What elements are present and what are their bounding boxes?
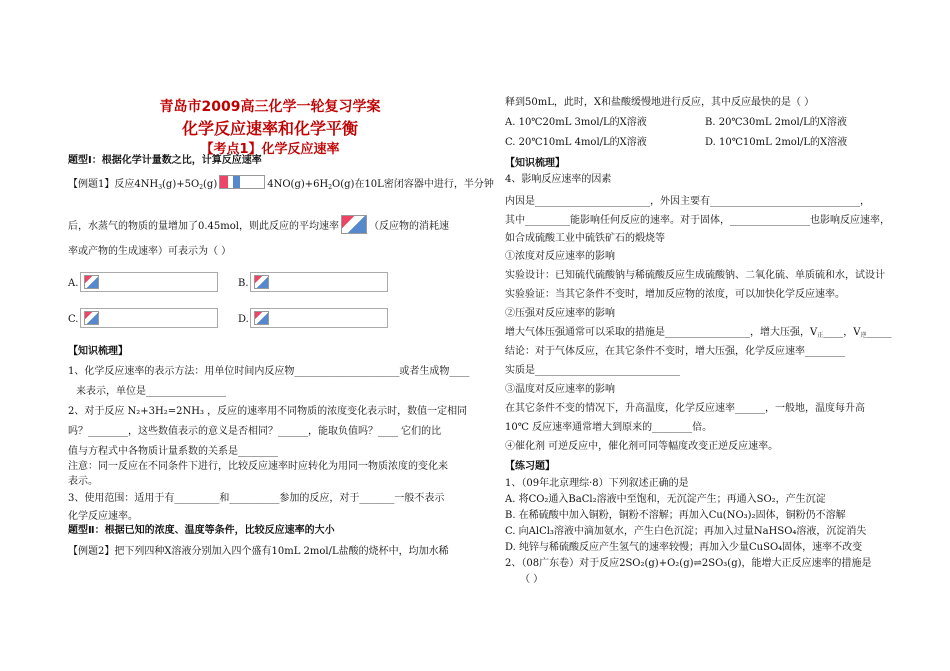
pressure-line1: 增大气体压强通常可以采取的措施是_________________，增大压强，$V_正\_\_\_\_$，$V_逆\_\_\_\_\_$: [505, 327, 892, 339]
section-title: 【考点1】化学反应速率: [200, 142, 340, 157]
temperature-heading: ③温度对反应速率的影响: [505, 384, 615, 395]
temperature-line2: 10℃ 反应速率通常增大到原来的________倍。: [505, 422, 713, 433]
example2-line1: 【例题2】把下列四种X溶液分别加入四个盛有10mL 2mol/L盐酸的烧杯中，均加水稀: [68, 546, 449, 557]
option-b-label: B.: [238, 278, 249, 289]
example2-option-d: D. 10℃10mL 2mol/L的X溶液: [705, 137, 848, 148]
knowledge-2c: 值与方程式中各物质计量系数的关系是________: [68, 446, 278, 457]
temperature-line1: 在其它条件不变的情况下，升高温度，化学反应速率______，一般地，温度每升高: [505, 403, 865, 414]
concentration-line2: 实验验证：当其它条件不变时，增加反应物的浓度，可以加快化学反应速率。: [505, 289, 845, 300]
catalyst-line: ④催化剂 可逆反应中，催化剂可同等幅度改变正逆反应速率。: [505, 441, 779, 452]
example2-option-a: A. 10℃20mL 3mol/L的X溶液: [505, 117, 647, 128]
option-a-box: [80, 272, 218, 292]
option-c-label: C.: [68, 314, 79, 325]
document-title-line1: 青岛市2009高三化学一轮复习学案: [159, 99, 381, 115]
example2-option-c: C. 20℃10mL 4mol/L的X溶液: [505, 137, 647, 148]
option-c-box: [80, 308, 218, 328]
document-title-line2: 化学反应速率和化学平衡: [181, 119, 358, 138]
knowledge-2d: 注意：同一反应在不同条件下进行，比较反应速率时应转化为用同一物质浓度的变化来: [68, 461, 448, 472]
practice-1-option-a: A. 将CO₂通入BaCl₂溶液中至饱和，无沉淀产生；再通入SO₂，产生沉淀: [505, 494, 826, 505]
practice-1-option-c: C. 向AlCl₃溶液中滴加氨水，产生白色沉淀；再加入过量NaHSO₄溶液，沉淀消失: [505, 526, 867, 537]
knowledge-2a: 2、对于反应 N₂+3H₂=2NH₃ ，反应的速率用不同物质的浓度变化表示时，数值一定相同: [68, 406, 468, 417]
knowledge-3b: 化学反应速率。: [68, 511, 138, 522]
type1-heading: 题型Ⅰ：根据化学计量数之比，计算反应速率: [68, 155, 262, 166]
knowledge-4: 4、影响反应速率的因素: [505, 174, 612, 185]
concentration-heading: ①浓度对反应速率的影响: [505, 251, 615, 262]
practice-2: 2、（08广东卷）对于反应2SO₂(g)+O₂(g)⇌2SO₃(g)，能增大正反应速率的措施是: [505, 558, 872, 569]
example2-option-b: B. 20℃30mL 2mol/L的X溶液: [705, 117, 847, 128]
option-a-image: [84, 275, 99, 289]
knowledge-4a: 内因是_______________________，外因主要有______________________________，: [505, 196, 870, 207]
option-d-image: [254, 311, 269, 325]
option-c-image: [84, 311, 99, 325]
knowledge-1a: 1、化学反应速率的表示方法：用单位时间内反应物_____________________或者生成物____: [68, 366, 470, 377]
pressure-heading: ②压强对反应速率的影响: [505, 308, 615, 319]
option-a-label: A.: [68, 278, 79, 289]
concentration-line1: 实验设计：已知硫代硫酸钠与稀硫酸反应生成硫酸钠、二氧化硫、单质硫和水，试设计: [505, 270, 885, 281]
knowledge-4c: 如合成硫酸工业中硫铁矿石的煅烧等: [505, 233, 665, 244]
practice-1-option-b: B. 在稀硫酸中加入铜粉，铜粉不溶解；再加入Cu(NO₃)₂固体，铜粉仍不溶解: [505, 510, 846, 521]
knowledge-heading-right: 【知识梳理】: [505, 158, 565, 169]
option-b-box: [250, 272, 388, 292]
equilibrium-arrow-image: [219, 175, 265, 189]
knowledge-2e: 表示。: [68, 476, 98, 487]
option-d-label: D.: [238, 314, 249, 325]
pressure-line2: 结论：对于气体反应，在其它条件不变时，增大压强，化学反应速率________: [505, 346, 845, 357]
option-b-image: [254, 275, 269, 289]
type2-heading: 题型Ⅱ：根据已知的浓度、温度等条件，比较反应速率的大小: [68, 525, 335, 536]
practice-1: 1、（09年北京理综·8）下列叙述正确的是: [505, 478, 689, 489]
knowledge-1b: 来表示，单位是________________: [76, 386, 226, 397]
example2-line2: 释到50mL，此时，X和盐酸缓慢地进行反应，其中反应最快的是（ ）: [505, 97, 815, 108]
example1-line2: 后，水蒸气的物质的量增加了0.45mol，则此反应的平均速率 （反应物的消耗速: [68, 215, 449, 234]
practice-2-answer: （ ）: [520, 574, 544, 585]
knowledge-2b: 吗？________，这些数值表示的意义是否相同？______，能取负值吗？____ 它们的比: [68, 426, 442, 437]
practice-1-option-d: D. 纯锌与稀硫酸反应产生氢气的速率较慢；再加入少量CuSO₄固体，速率不改变: [505, 542, 863, 553]
example1-line3: 率或产物的生成速率）可表示为（ ）: [68, 246, 232, 257]
knowledge-4b: 其中_________能影响任何反应的速率。对于固体，________________也影响反应速率，: [505, 215, 890, 226]
example1-line1: 【例题1】反应$4NH_3(g)+5O_2(g)$ $4NO(g)+6H_2O(g)$在10L密闭容器中进行，半分钟: [68, 175, 494, 195]
option-d-box: [250, 308, 388, 328]
knowledge-heading-left: 【知识梳理】: [68, 346, 128, 357]
rate-formula-image: [341, 215, 367, 234]
pressure-line3: 实质是_____________________________: [505, 365, 680, 376]
knowledge-3a: 3、使用范围：适用于有_________和__________参加的反应，对于_______一般不表示: [68, 493, 445, 504]
practice-heading: 【练习题】: [505, 461, 555, 472]
